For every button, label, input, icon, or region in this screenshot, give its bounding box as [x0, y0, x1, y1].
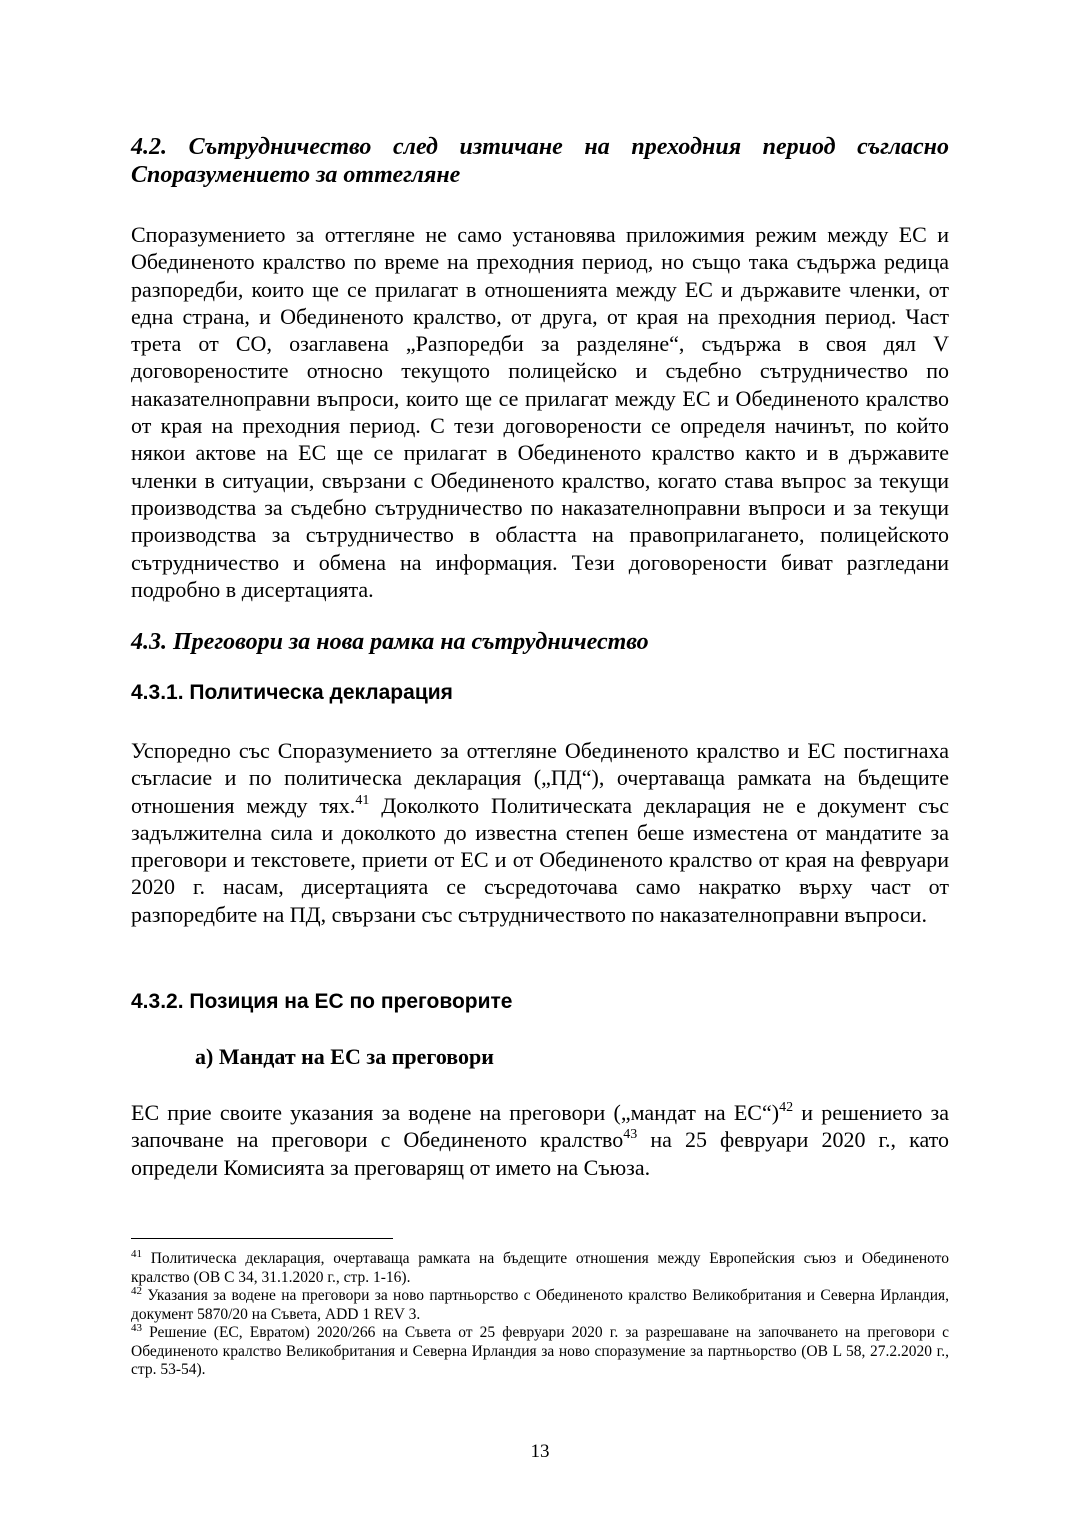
footnote-number: 43 — [131, 1322, 142, 1334]
paragraph-text: Успоредно със Споразумението за оттегляне Обединеното кралство и ЕС постигнаха съгласие и по политическа декларация („ПД“), очертаваща рамката на бъдещите отношения между тях. — [131, 738, 949, 818]
footnote-42 — [131, 1287, 949, 1324]
footnote-41 — [131, 1250, 949, 1287]
footnote-separator — [131, 1238, 393, 1239]
paragraph-text: Доколкото Политическата декларация не е документ със задължителна сила и доколкото до известна степен беше изместена от мандатите за преговори и текстовете, приети от ЕС и от Обединеното кралство от края на февруари 2020 г. насам, дисертацията се съсредоточава само накратко върху част от разпоредбите на ПД, свързани със сътрудничеството по наказателноправни въпроси. — [131, 792, 949, 927]
footnote-ref-43: 43 — [623, 1127, 638, 1143]
section-4-2-paragraph: Споразумението за оттегляне не само установява приложимия режим между ЕС и Обединеното кралство по време на преходния период, но също така съдържа редица разпоредби, които ще се прилагат в отношенията между ЕС и държавите членки, от една страна, и Обединеното кралство, от друга, от края на преходния период. Част трета от СО, озаглавена „Разпоредби за разделяне“, съдържа в своя дял V договореностите относно текущото полицейско и съдебно сътрудничество по наказателноправни въпроси, които ще се прилагат между ЕС и Обединеното кралство от края на преходния период. С тези договорености се определя начинът, по който някои актове на ЕС ще се прилагат в Обединеното кралство както и в държавите членки в ситуации, свързани с Обединеното кралство, когато става въпрос за текущи производства за съдебно сътрудничество по наказателноправни въпроси и за текущи производства за сътрудничество в областта на правоприлагането, полицейското сътрудничество и обмена на информация. Тези договорености биват разгледани подробно в дисертацията. — [131, 222, 949, 602]
section-4-3-2-paragraph — [131, 1099, 949, 1181]
footnote-text: Политическа декларация, очертаваща рамката на бъдещите отношения между Европейския съюз и Обединеното кралство (ОВ C 34, 31.1.2020 г., стр. 1-16). — [131, 1250, 949, 1286]
section-4-3-2-subheading: а) Мандат на ЕС за преговори — [195, 1044, 494, 1069]
section-4-2-heading: 4.2. Сътрудничество след изтичане на преходния период съгласно Споразумението за оттегляне — [131, 134, 949, 188]
paragraph-text: на 25 февруари 2020 г., като определи Комисията за преговарящ от името на Съюза. — [131, 1127, 949, 1180]
section-4-3-heading: 4.3. Преговори за нова рамка на сътрудничество — [131, 629, 649, 655]
footnote-text: Решение (ЕС, Евратом) 2020/266 на Съвета от 25 февруари 2020 г. за разрешаване на започването на преговори с Обединеното кралство Великобритания и Северна Ирландия за ново споразумение за партньорство (ОВ L 58, 27.2.2020 г., стр. 53-54). — [131, 1324, 949, 1378]
paragraph-text: и решението за започване на преговори с Обединеното кралство — [131, 1100, 949, 1153]
footnote-43 — [131, 1324, 949, 1380]
section-4-3-2-heading: 4.3.2. Позиция на ЕС по преговорите — [131, 990, 513, 1013]
page-number: 13 — [530, 1441, 550, 1462]
footnote-text: Указания за водене на преговори за ново партньорство с Обединеното кралство Великобритания и Северна Ирландия, документ 5870/20 на Съвета, ADD 1 REV 3. — [131, 1287, 949, 1323]
section-4-3-1-heading: 4.3.1. Политическа декларация — [131, 681, 453, 704]
footnote-number: 41 — [131, 1248, 142, 1260]
footnote-ref-42: 42 — [779, 1100, 794, 1115]
footnotes — [131, 1250, 949, 1380]
section-4-3-1-paragraph — [131, 737, 949, 928]
footnote-ref-41: 41 — [355, 792, 370, 808]
footnote-number: 42 — [131, 1285, 142, 1297]
document-page — [131, 0, 949, 1527]
paragraph-text: ЕС прие своите указания за водене на преговори („мандат на ЕС“) — [131, 1100, 780, 1125]
